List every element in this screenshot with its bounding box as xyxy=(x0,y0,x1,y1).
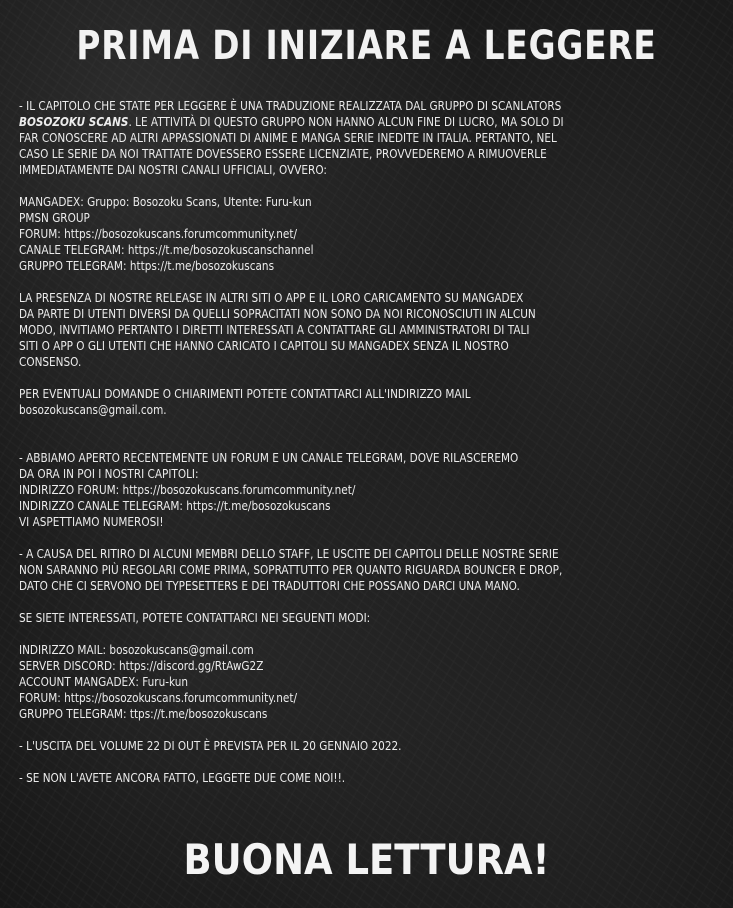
release-notice-line: DA PARTE DI UTENTI DIVERSI DA QUELLI SOPRACITATI NON SONO DA NOI RICONOSCIUTI IN ALCUN xyxy=(19,307,536,321)
release-notice-line: CONSENSO. xyxy=(19,355,82,369)
forum-notice-line: INDIRIZZO FORUM: https://bosozokuscans.forumcommunity.net/ xyxy=(19,483,356,497)
intro-line-5: IMMEDIATAMENTE DAI NOSTRI CANALI UFFICIALI, OVVERO: xyxy=(19,163,327,177)
questions-line: PER EVENTUALI DOMANDE O CHIARIMENTI POTETE CONTATTARCI ALL'INDIRIZZO MAIL xyxy=(19,387,471,401)
read-notice: - SE NON L'AVETE ANCORA FATTO, LEGGETE DUE COME NOI!!. xyxy=(19,771,346,785)
questions-line: bosozokuscans@gmail.com. xyxy=(19,403,167,417)
intro-line-3: FAR CONOSCERE AD ALTRI APPASSIONATI DI ANIME E MANGA SERIE INEDITE IN ITALIA. PERTANTO, NEL xyxy=(19,131,557,145)
forum-notice-line: DA ORA IN POI I NOSTRI CAPITOLI: xyxy=(19,467,199,481)
volume-notice: - L'USCITA DEL VOLUME 22 DI OUT È PREVISTA PER IL 20 GENNAIO 2022. xyxy=(19,739,402,753)
group-name: BOSOZOKU SCANS xyxy=(19,115,129,129)
contact-line: GRUPPO TELEGRAM: ttps://t.me/bosozokuscans xyxy=(19,707,268,721)
page-title: PRIMA DI INIZIARE A LEGGERE xyxy=(76,23,657,69)
channel-line: FORUM: https://bosozokuscans.forumcommunity.net/ xyxy=(19,227,297,241)
closing-message: BUONA LETTURA! xyxy=(183,835,550,884)
channel-line: GRUPPO TELEGRAM: https://t.me/bosozokuscans xyxy=(19,259,275,273)
staff-notice-line: - A CAUSA DEL RITIRO DI ALCUNI MEMBRI DELLO STAFF, LE USCITE DEI CAPITOLI DELLE NOSTRE SERIE xyxy=(19,547,559,561)
contact-line: ACCOUNT MANGADEX: Furu-kun xyxy=(19,675,189,689)
release-notice-line: SITI O APP O GLI UTENTI CHE HANNO CARICATO I CAPITOLI SU MANGADEX SENZA IL NOSTRO xyxy=(19,339,509,353)
contact-intro: SE SIETE INTERESSATI, POTETE CONTATTARCI NEI SEGUENTI MODI: xyxy=(19,611,371,625)
channel-line: MANGADEX: Gruppo: Bosozoku Scans, Utente: Furu-kun xyxy=(19,195,312,209)
contact-line: SERVER DISCORD: https://discord.gg/RtAwG2Z xyxy=(19,659,264,673)
release-notice-line: MODO, INVITIAMO PERTANTO I DIRETTI INTERESSATI A CONTATTARE GLI AMMINISTRATORI DI TALI xyxy=(19,323,530,337)
intro-line-2 xyxy=(19,114,621,130)
intro-line-1: - IL CAPITOLO CHE STATE PER LEGGERE È UNA TRADUZIONE REALIZZATA DAL GRUPPO DI SCANLATORS xyxy=(19,99,562,113)
intro-line-4: CASO LE SERIE DA NOI TRATTATE DOVESSERO ESSERE LICENZIATE, PROVVEDEREMO A RIMUOVERLE xyxy=(19,147,547,161)
contact-line: INDIRIZZO MAIL: bosozokuscans@gmail.com xyxy=(19,643,254,657)
intro-line-2-rest: . LE ATTIVITÀ DI QUESTO GRUPPO NON HANNO ALCUN FINE DI LUCRO, MA SOLO DI xyxy=(128,115,564,129)
forum-notice-line: VI ASPETTIAMO NUMEROSI! xyxy=(19,515,164,529)
notice-body xyxy=(19,98,719,786)
contact-line: FORUM: https://bosozokuscans.forumcommunity.net/ xyxy=(19,691,297,705)
staff-notice-line: DATO CHE CI SERVONO DEI TYPESETTERS E DEI TRADUTTORI CHE POSSANO DARCI UNA MANO. xyxy=(19,579,520,593)
release-notice-line: LA PRESENZA DI NOSTRE RELEASE IN ALTRI SITI O APP E IL LORO CARICAMENTO SU MANGADEX xyxy=(19,291,524,305)
staff-notice-line: NON SARANNO PIÙ REGOLARI COME PRIMA, SOPRATTUTTO PER QUANTO RIGUARDA BOUNCER E DROP, xyxy=(19,563,563,577)
channel-line: PMSN GROUP xyxy=(19,211,90,225)
forum-notice-line: INDIRIZZO CANALE TELEGRAM: https://t.me/bosozokuscans xyxy=(19,499,331,513)
forum-notice-line: - ABBIAMO APERTO RECENTEMENTE UN FORUM E UN CANALE TELEGRAM, DOVE RILASCEREMO xyxy=(19,451,519,465)
channel-line: CANALE TELEGRAM: https://t.me/bosozokuscanschannel xyxy=(19,243,314,257)
